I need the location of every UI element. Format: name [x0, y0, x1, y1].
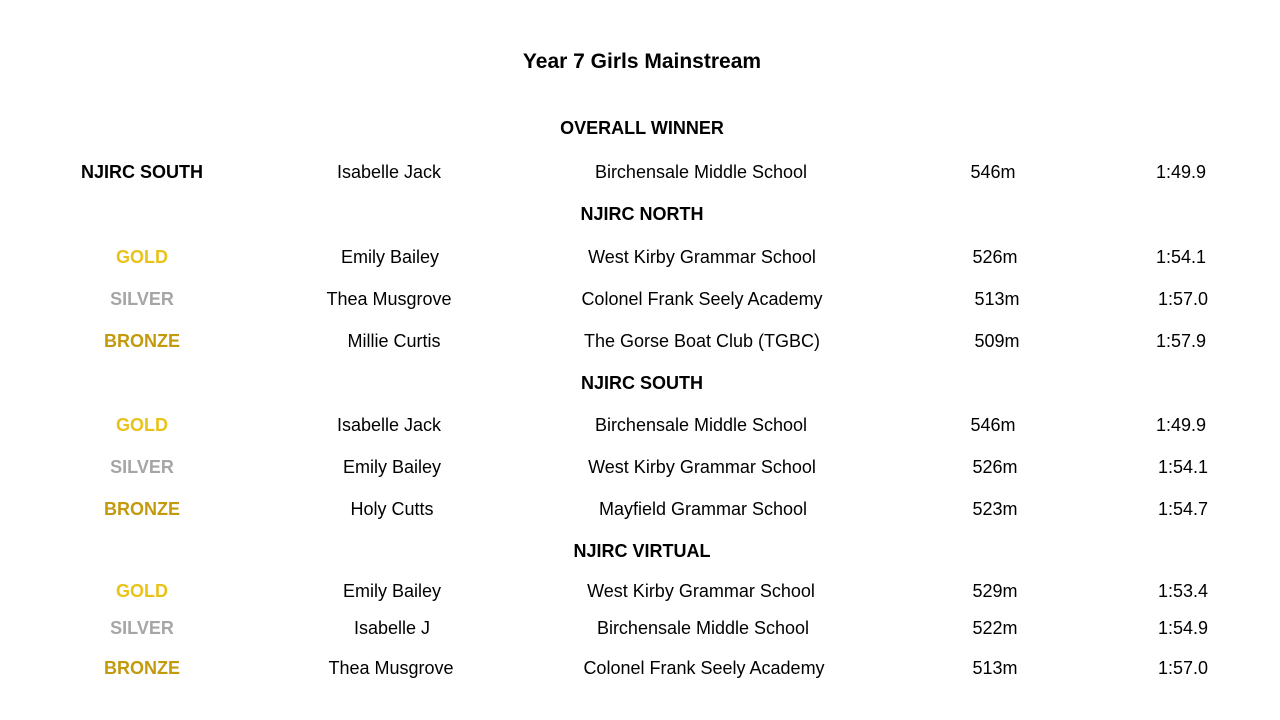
athlete-name: Thea Musgrove: [326, 289, 452, 309]
distance: 523m: [972, 499, 1018, 519]
athlete-name: Millie Curtis: [347, 331, 441, 351]
section-heading-njirc-north: NJIRC NORTH: [580, 204, 704, 224]
result-row: [0, 454, 1280, 480]
school-name: Colonel Frank Seely Academy: [583, 658, 825, 678]
distance: 522m: [972, 618, 1018, 638]
time: 1:57.9: [1155, 331, 1207, 351]
distance: 526m: [972, 457, 1018, 477]
school-name: Mayfield Grammar School: [598, 499, 808, 519]
athlete-name: Isabelle Jack: [336, 415, 442, 435]
medal-label: BRONZE: [104, 658, 180, 678]
time: 1:49.9: [1155, 162, 1207, 182]
page-title: Year 7 Girls Mainstream: [522, 50, 762, 73]
result-row: [0, 328, 1280, 354]
athlete-name: Emily Bailey: [340, 247, 440, 267]
school-name: Birchensale Middle School: [594, 162, 808, 182]
distance: 513m: [972, 658, 1018, 678]
athlete-name: Emily Bailey: [342, 581, 442, 601]
section-heading-njirc-south: NJIRC SOUTH: [580, 373, 703, 393]
school-name: West Kirby Grammar School: [587, 581, 815, 601]
result-row: [0, 159, 1280, 185]
school-name: Colonel Frank Seely Academy: [581, 289, 823, 309]
time: 1:54.9: [1157, 618, 1209, 638]
distance: 529m: [972, 581, 1018, 601]
result-row: [0, 412, 1280, 438]
time: 1:54.1: [1157, 457, 1209, 477]
time: 1:54.7: [1157, 499, 1209, 519]
distance: 513m: [974, 289, 1020, 309]
section-heading-njirc-virtual: NJIRC VIRTUAL: [573, 541, 711, 561]
division-label: NJIRC SOUTH: [80, 162, 204, 182]
medal-label: BRONZE: [104, 499, 180, 519]
distance: 526m: [972, 247, 1018, 267]
time: 1:57.0: [1157, 658, 1209, 678]
result-row: [0, 496, 1280, 522]
school-name: The Gorse Boat Club (TGBC): [583, 331, 821, 351]
result-row: [0, 578, 1280, 604]
medal-label: SILVER: [110, 457, 174, 477]
result-row: [0, 615, 1280, 641]
medal-label: GOLD: [116, 415, 168, 435]
distance: 509m: [974, 331, 1020, 351]
school-name: West Kirby Grammar School: [588, 457, 816, 477]
time: 1:49.9: [1155, 415, 1207, 435]
athlete-name: Thea Musgrove: [328, 658, 454, 678]
time: 1:54.1: [1155, 247, 1207, 267]
result-row: [0, 655, 1280, 681]
section-heading-overall-winner: OVERALL WINNER: [560, 118, 724, 138]
time: 1:57.0: [1157, 289, 1209, 309]
medal-label: GOLD: [116, 581, 168, 601]
medal-label: GOLD: [116, 247, 168, 267]
school-name: Birchensale Middle School: [594, 415, 808, 435]
time: 1:53.4: [1157, 581, 1209, 601]
medal-label: SILVER: [110, 618, 174, 638]
medal-label: BRONZE: [104, 331, 180, 351]
school-name: West Kirby Grammar School: [588, 247, 816, 267]
athlete-name: Isabelle J: [353, 618, 431, 638]
school-name: Birchensale Middle School: [596, 618, 810, 638]
distance: 546m: [970, 415, 1016, 435]
result-row: [0, 244, 1280, 270]
athlete-name: Holy Cutts: [350, 499, 434, 519]
distance: 546m: [970, 162, 1016, 182]
result-row: [0, 286, 1280, 312]
athlete-name: Isabelle Jack: [336, 162, 442, 182]
athlete-name: Emily Bailey: [342, 457, 442, 477]
medal-label: SILVER: [110, 289, 174, 309]
